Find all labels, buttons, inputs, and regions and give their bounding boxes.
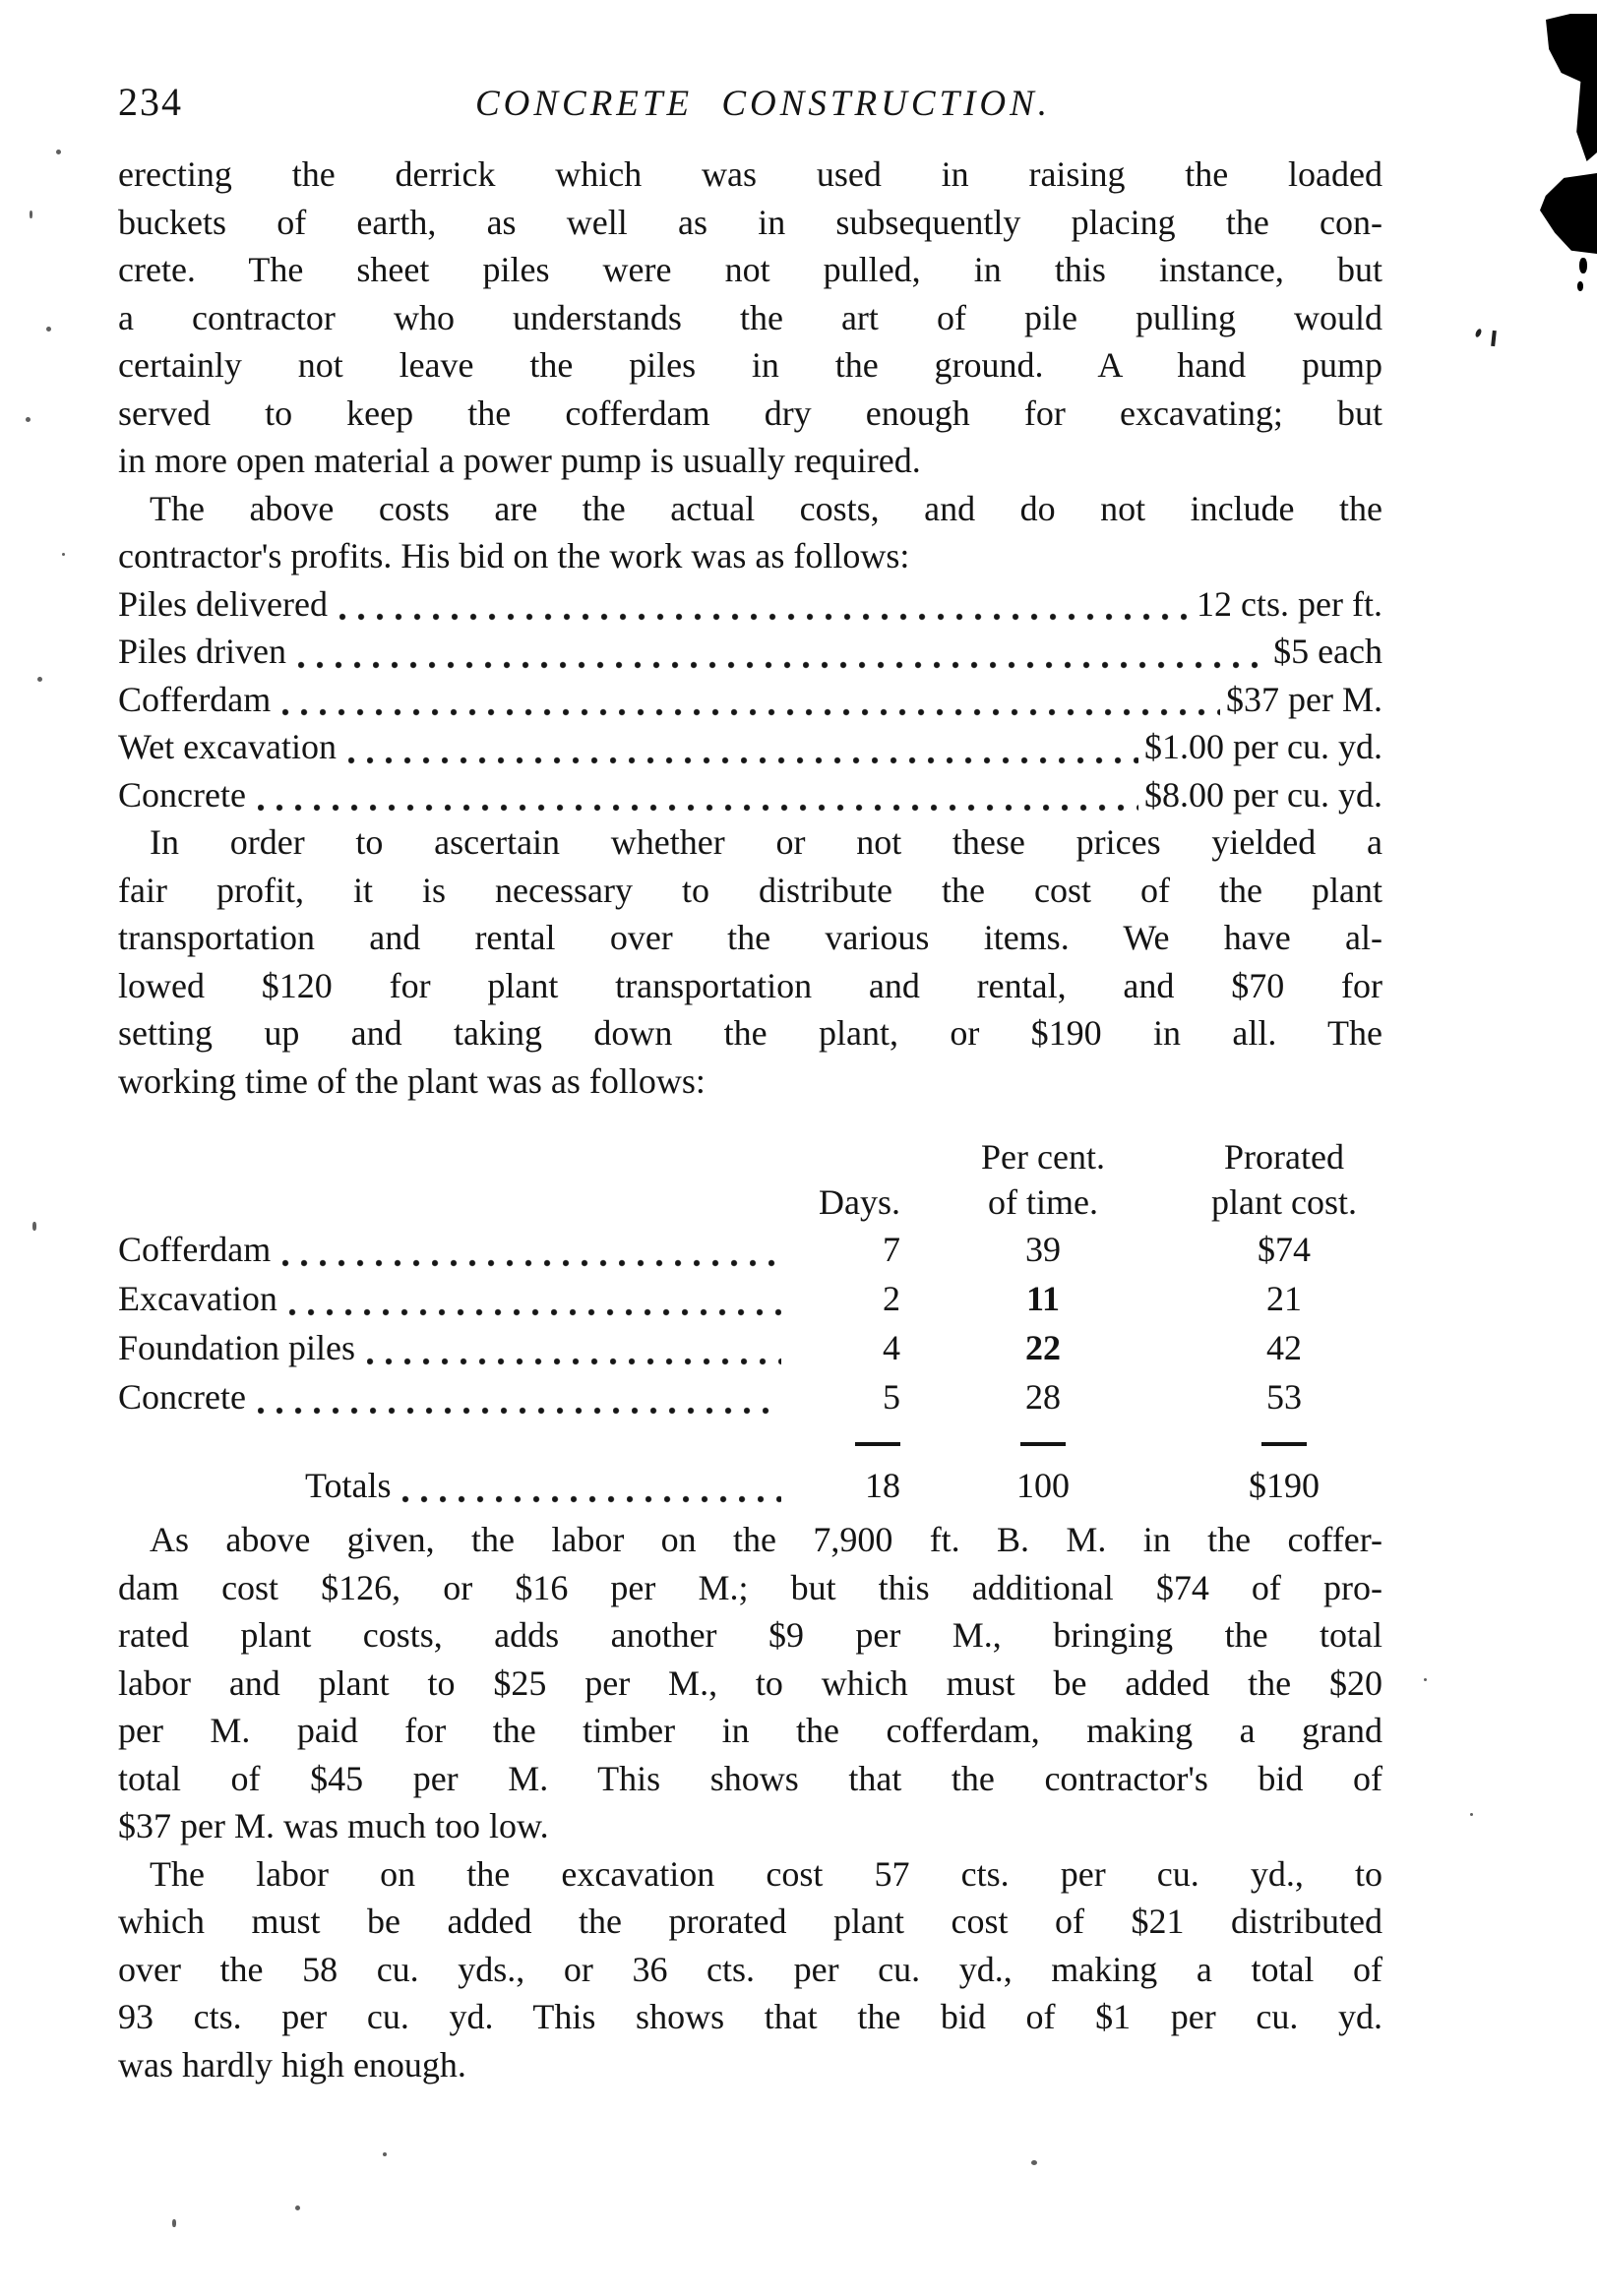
text-line: labor and plant to $25 per M., to which must be added the $20 — [118, 1662, 1382, 1703]
bid-item-label: Cofferdam — [118, 679, 272, 719]
working-time-table — [118, 1134, 1382, 1510]
ink-speck — [383, 2152, 387, 2156]
ink-blot — [1546, 14, 1597, 161]
dot-leader — [258, 1403, 781, 1415]
totals-label: Totals — [305, 1466, 392, 1505]
row-prorated-value: 42 — [1266, 1328, 1302, 1367]
column-header-percent: Per cent. — [981, 1137, 1105, 1177]
text-line: lowed $120 for plant transportation and rental, and $70 for — [118, 965, 1382, 1005]
table-header-row — [118, 1179, 1382, 1225]
table-totals-row — [118, 1461, 1382, 1510]
row-prorated-value: 53 — [1266, 1377, 1302, 1417]
text-line: a contractor who understands the art of pile pulling would — [118, 297, 1382, 337]
ink-speck — [62, 553, 65, 556]
dot-leader — [282, 704, 1220, 716]
bid-item-label: Piles delivered — [118, 583, 328, 624]
row-days-value: 4 — [883, 1328, 900, 1367]
dot-leader — [282, 1255, 781, 1267]
paragraph — [118, 151, 1382, 485]
totals-percent-value: 100 — [1016, 1466, 1070, 1505]
ink-speck — [295, 2205, 300, 2210]
ink-speck — [37, 677, 42, 682]
ink-speck — [46, 327, 51, 332]
dot-leader — [339, 609, 1191, 621]
ink-speck — [1424, 1678, 1427, 1681]
ink-speck — [1577, 281, 1583, 291]
ink-speck — [1491, 331, 1497, 346]
row-days-value: 5 — [883, 1377, 900, 1417]
dot-leader — [289, 1304, 781, 1316]
bid-item-value: $1.00 per cu. yd. — [1144, 727, 1382, 766]
text-line: was hardly high enough. — [118, 2044, 466, 2085]
bid-price-list — [118, 580, 1382, 819]
text-line: served to keep the cofferdam dry enough for excavating; but — [118, 393, 1382, 433]
column-header-of-time: of time. — [988, 1182, 1098, 1222]
table-header-row — [118, 1134, 1382, 1179]
text-line: 93 cts. per cu. yd. This shows that the bid of $1 per cu. yd. — [118, 1997, 1382, 2036]
bid-item-label: Piles driven — [118, 632, 286, 671]
ink-speck — [172, 2219, 176, 2227]
text-line: in more open material a power pump is usually required. — [118, 441, 921, 480]
text-line: As above given, the labor on the 7,900 ft. B. M. in the coffer- — [150, 1520, 1382, 1559]
row-percent-value: 11 — [1025, 1279, 1060, 1318]
bid-item — [118, 676, 1382, 724]
text-line: certainly not leave the piles in the ground. A hand pump — [118, 345, 1382, 385]
row-percent-value: 39 — [1025, 1230, 1061, 1269]
ink-speck — [1474, 328, 1482, 337]
dot-leader — [348, 753, 1138, 764]
text-line: The above costs are the actual costs, and do not include the — [150, 488, 1382, 528]
paragraph — [118, 485, 1382, 580]
bid-item-value: $8.00 per cu. yd. — [1144, 774, 1382, 815]
table-row — [118, 1225, 1382, 1274]
ink-speck — [32, 1222, 36, 1231]
text-line: over the 58 cu. yds., or 36 cts. per cu. yd., making a total of — [118, 1949, 1382, 1989]
paragraph — [118, 1516, 1382, 1850]
ink-blot — [1540, 173, 1597, 254]
column-header-days: Days. — [819, 1182, 900, 1222]
bid-item — [118, 580, 1382, 629]
ink-speck — [26, 417, 31, 422]
bid-item-value: $37 per M. — [1226, 679, 1382, 719]
text-line: fair profit, it is necessary to distribute the cost of the plant — [118, 870, 1382, 910]
running-title: CONCRETE CONSTRUCTION. — [474, 84, 1052, 124]
ink-speck — [1470, 1813, 1473, 1816]
dot-leader — [258, 800, 1138, 812]
text-line: The labor on the excavation cost 57 cts. per cu. yd., to — [150, 1853, 1382, 1894]
row-percent-value: 22 — [1025, 1328, 1061, 1367]
text-line: rated plant costs, adds another $9 per M., bringing the total — [118, 1615, 1382, 1655]
ink-speck — [30, 211, 32, 218]
paragraph — [118, 1850, 1382, 2089]
text-line: erecting the derrick which was used in raising the loaded — [118, 154, 1382, 194]
sum-rule — [855, 1442, 900, 1446]
text-line: which must be added the prorated plant cost of $21 distributed — [118, 1902, 1382, 1941]
sum-rule — [1020, 1442, 1066, 1446]
bid-item-value: $5 each — [1273, 632, 1382, 671]
bid-item — [118, 628, 1382, 676]
row-days-value: 2 — [883, 1279, 900, 1318]
text-line: $37 per M. was much too low. — [118, 1806, 549, 1845]
table-sum-rule-row — [118, 1427, 1382, 1461]
row-prorated-value: $74 — [1258, 1230, 1311, 1269]
text-line: per M. paid for the timber in the cofferdam, making a grand — [118, 1711, 1382, 1750]
dot-leader — [298, 657, 1267, 669]
text-line: dam cost $126, or $16 per M.; but this additional $74 of pro- — [118, 1567, 1382, 1607]
text-line: contractor's profits. His bid on the work was as follows: — [118, 536, 910, 575]
ink-speck — [1579, 258, 1587, 273]
row-item-label: Cofferdam — [118, 1230, 272, 1269]
table-body — [118, 1225, 1382, 1421]
bid-item — [118, 723, 1382, 771]
page-content — [118, 79, 1382, 2088]
text-line: buckets of earth, as well as in subsequently placing the con- — [118, 202, 1382, 242]
dot-leader — [367, 1354, 781, 1365]
ink-speck — [1031, 2160, 1037, 2165]
sum-rule — [1261, 1442, 1307, 1446]
running-head — [118, 79, 1382, 125]
text-line: setting up and taking down the plant, or $190 in all. The — [118, 1013, 1382, 1053]
table-row — [118, 1372, 1382, 1421]
column-header-prorated: Prorated — [1224, 1137, 1344, 1177]
text-line: transportation and rental over the various items. We have al- — [118, 918, 1382, 957]
text-line: In order to ascertain whether or not these prices yielded a — [150, 822, 1382, 862]
totals-prorated-value: $190 — [1249, 1466, 1320, 1505]
ink-speck — [56, 150, 61, 154]
table-row — [118, 1274, 1382, 1323]
bid-item-label: Concrete — [118, 774, 246, 815]
row-percent-value: 28 — [1025, 1377, 1061, 1417]
row-item-label: Foundation piles — [118, 1328, 355, 1367]
text-line: total of $45 per M. This shows that the contractor's bid of — [118, 1758, 1382, 1798]
page-number: 234 — [118, 80, 183, 124]
row-item-label: Excavation — [118, 1279, 277, 1318]
text-line: crete. The sheet piles were not pulled, in this instance, but — [118, 250, 1382, 289]
dot-leader — [402, 1491, 781, 1503]
totals-days-value: 18 — [865, 1466, 900, 1505]
table-row — [118, 1323, 1382, 1372]
row-days-value: 7 — [883, 1230, 900, 1269]
bid-item-label: Wet excavation — [118, 727, 337, 766]
bid-item-value: 12 cts. per ft. — [1197, 583, 1382, 624]
bid-item — [118, 771, 1382, 819]
column-header-plant-cost: plant cost. — [1211, 1182, 1357, 1222]
text-line: working time of the plant was as follows: — [118, 1060, 706, 1101]
row-item-label: Concrete — [118, 1377, 246, 1417]
paragraph — [118, 818, 1382, 1105]
row-prorated-value: 21 — [1266, 1279, 1302, 1318]
